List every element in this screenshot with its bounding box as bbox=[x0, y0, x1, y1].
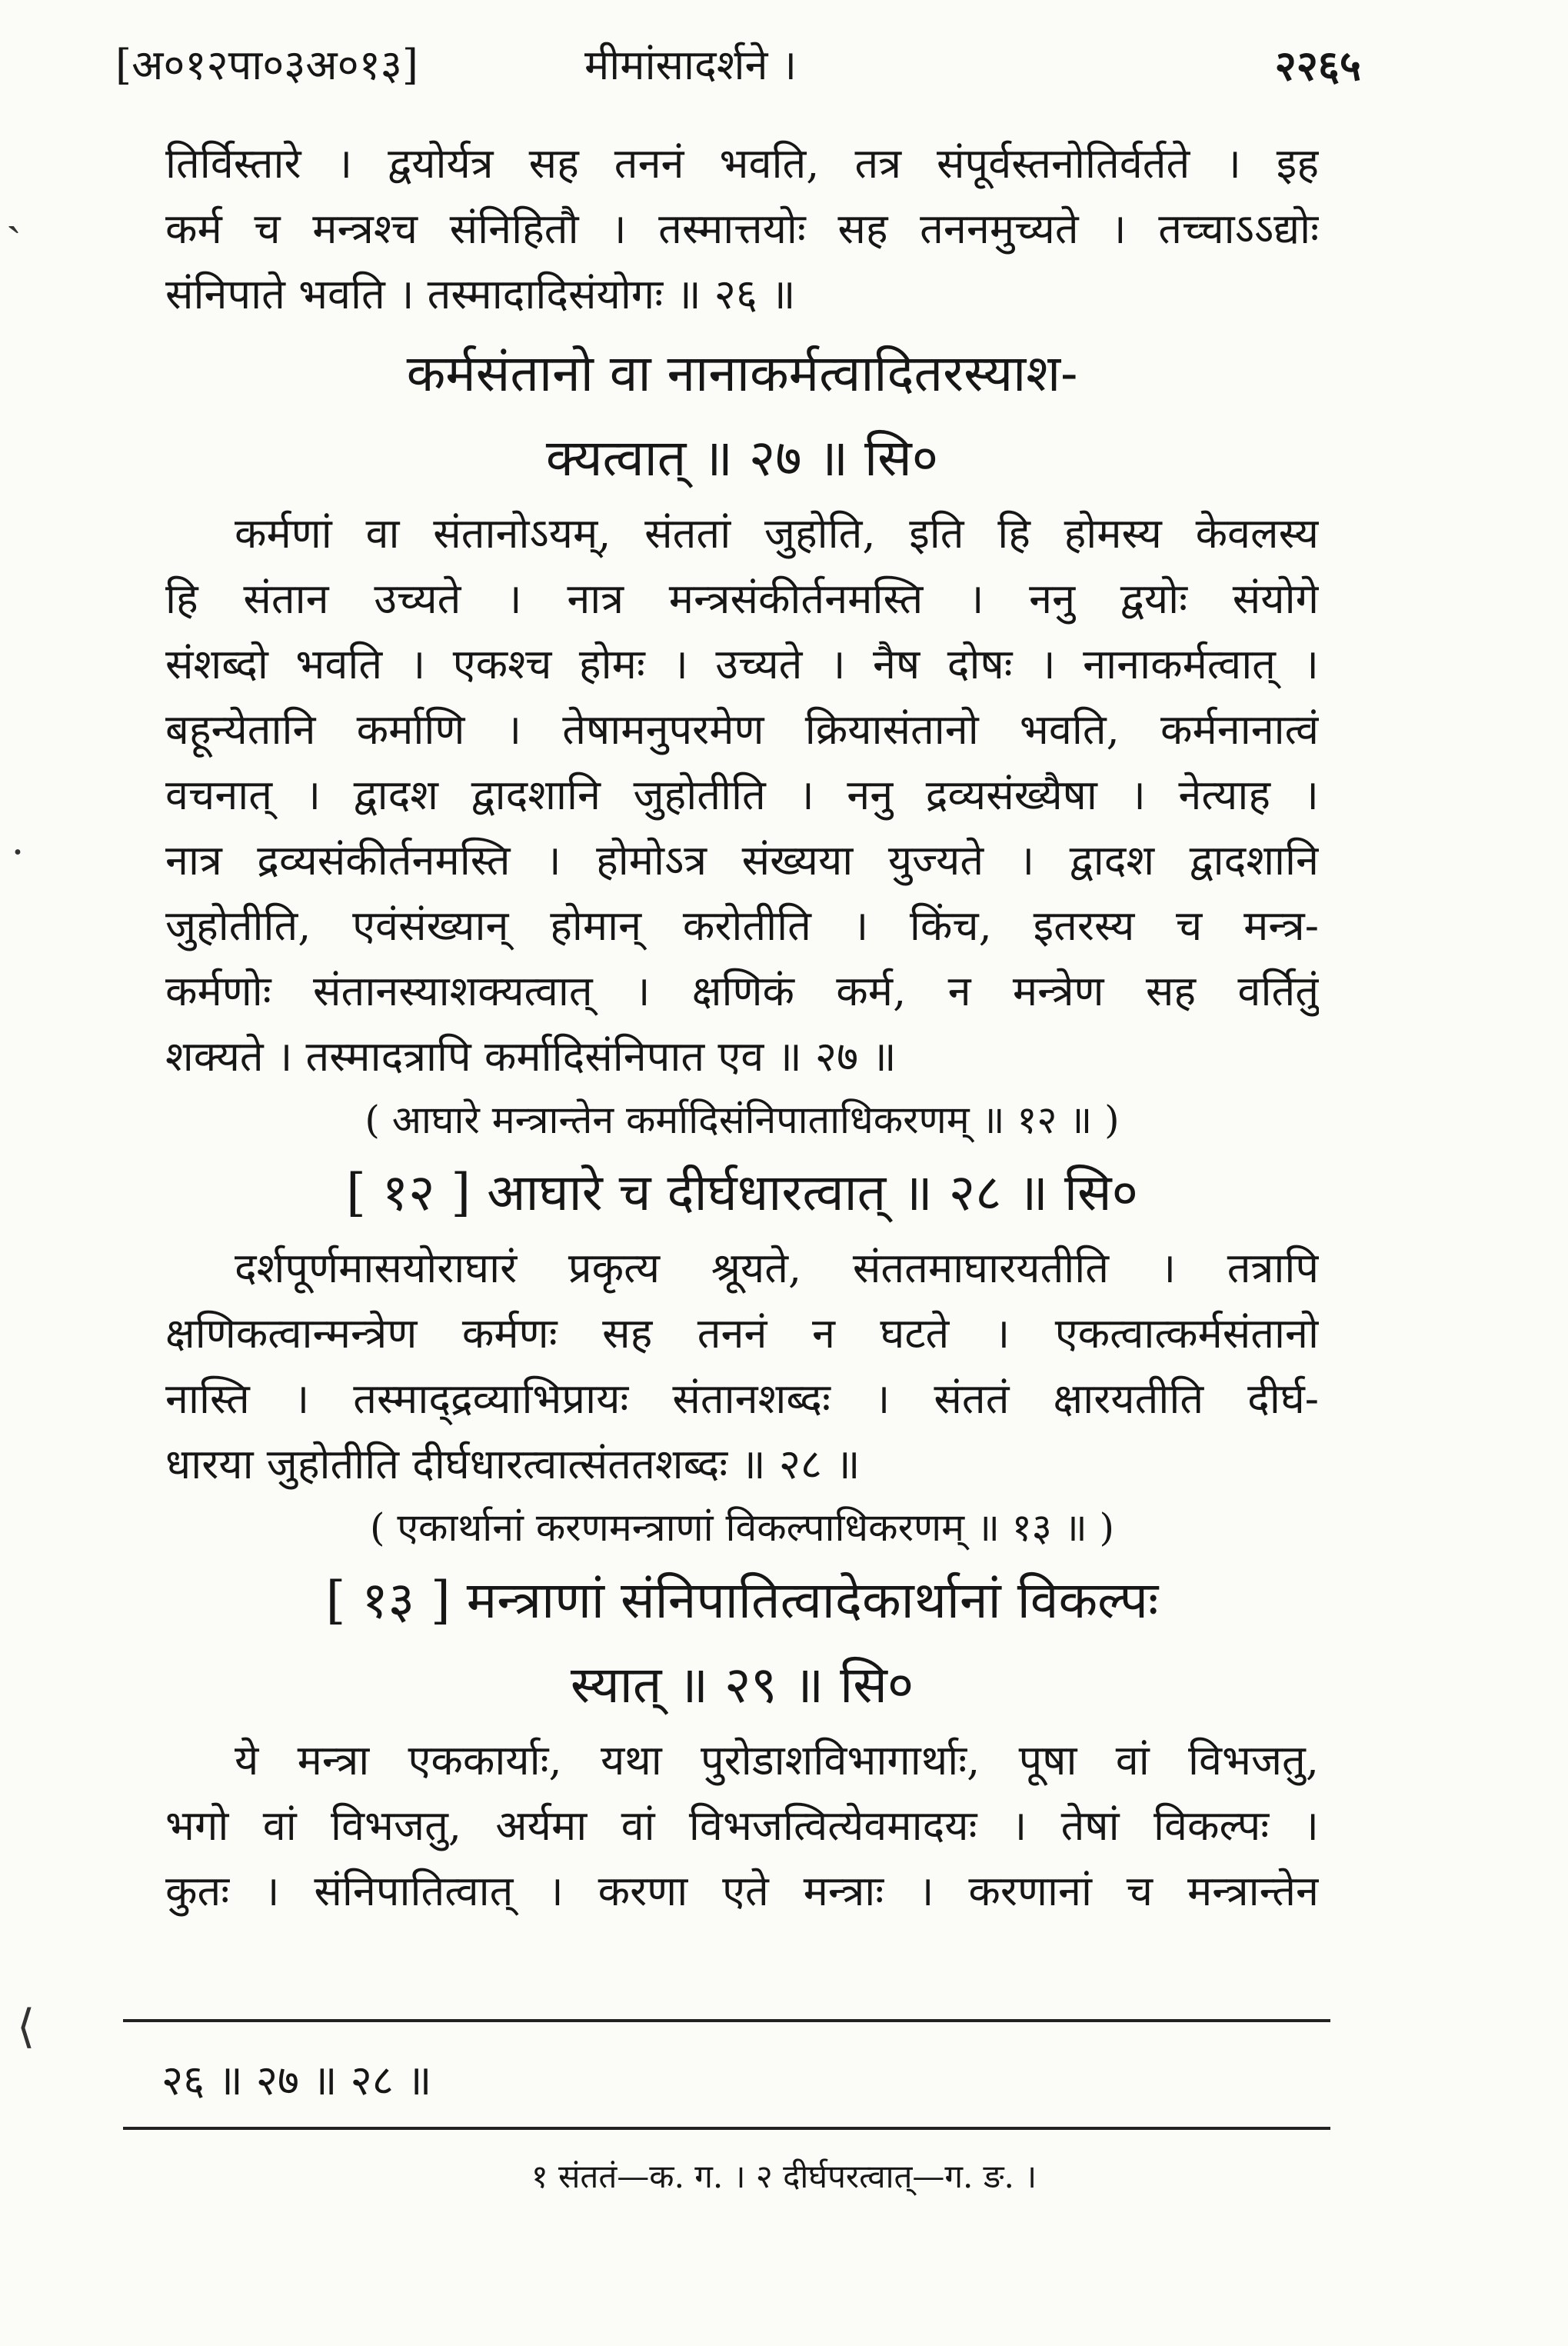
text-line: दर्शपूर्णमासयोराघारं प्रकृत्य श्रूयते, संततमाघारयतीति । तत्रापि bbox=[235, 1244, 1319, 1292]
margin-mark: ˏ bbox=[6, 181, 22, 235]
sutra-line: कर्मसंतानो वा नानाकर्मत्वादितरस्याश- bbox=[406, 344, 1078, 403]
text-line: कर्मणोः संतानस्याशक्यत्वात् । क्षणिकं कर्म, न मन्त्रेण सह वर्तितुं bbox=[165, 967, 1319, 1015]
text-line: शक्यते । तस्मादत्रापि कर्मादिसंनिपात एव ॥ २७ ॥ bbox=[165, 1032, 897, 1081]
text-line: संशब्दो भवति । एकश्च होमः । उच्यते । नैष दोषः । नानाकर्मत्वात् । bbox=[165, 640, 1319, 688]
section-reference: [अ०१२पा०३अ०१३] bbox=[115, 41, 418, 89]
paragraph bbox=[165, 131, 1319, 327]
margin-mark: ⟨ bbox=[17, 2000, 35, 2054]
footnote: १ संततं—क. ग. । २ दीर्घपरत्वात्—ग. ङ. । bbox=[531, 2158, 1037, 2195]
text-line: कर्म च मन्त्रश्च संनिहितौ । तस्मात्तयोः सह तननमुच्यते । तच्चाऽऽद्योः bbox=[165, 205, 1319, 253]
text-line: नास्ति । तस्माद्द्रव्याभिप्रायः संतानशब्दः । संततं क्षारयतीति दीर्घ- bbox=[165, 1375, 1319, 1423]
text-line: हि संतान उच्यते । नात्र मन्त्रसंकीर्तनमस्ति । ननु द्वयोः संयोगे bbox=[165, 575, 1319, 623]
sutra-line: क्यत्वात् ॥ २७ ॥ सि० bbox=[545, 428, 939, 488]
adhikarana-title: ( एकार्थानां करणमन्त्राणां विकल्पाधिकरणम् ॥ १३ ॥ ) bbox=[369, 1505, 1115, 1550]
sutra-line: [ १३ ] मन्त्राणां संनिपातित्वादेकार्थानां विकल्पः bbox=[325, 1571, 1159, 1630]
text-line: कर्मणां वा संतानोऽयम्, संततां जुहोति, इति हि होमस्य केवलस्य bbox=[235, 509, 1319, 558]
text-line: तिर्विस्तारे । द्वयोर्यत्र सह तननं भवति, तत्र संपूर्वस्तनोतिर्वर्तते । इह bbox=[165, 139, 1319, 188]
text-line: संनिपाते भवति । तस्मादादिसंयोगः ॥ २६ ॥ bbox=[165, 270, 796, 318]
text-line: जुहोतीति, एवंसंख्यान् होमान् करोतीति । किंच, इतरस्य च मन्त्र- bbox=[165, 901, 1319, 950]
sutra-references: २६ ॥ २७ ॥ २८ ॥ bbox=[161, 2056, 432, 2104]
text-line: भगो वां विभजतु, अर्यमा वां विभजत्वित्येवमादयः । तेषां विकल्पः । bbox=[165, 1801, 1319, 1850]
margin-mark: ˙ bbox=[6, 842, 29, 896]
text-line: कुतः । संनिपातित्वात् । करणा एते मन्त्राः । करणानां च मन्त्रान्तेन bbox=[165, 1867, 1319, 1915]
main-text bbox=[165, 131, 1319, 1924]
paragraph bbox=[165, 1728, 1319, 1924]
text-line: नात्र द्रव्यसंकीर्तनमस्ति । होमोऽत्र संख्यया युज्यते । द्वादश द्वादशानि bbox=[165, 836, 1319, 885]
running-header bbox=[115, 31, 1361, 100]
divider bbox=[123, 2019, 1330, 2022]
running-title: मीमांसादर्शने । bbox=[584, 41, 797, 89]
sutra-heading: [ १२ ] आघारे च दीर्घधारत्वात् ॥ २८ ॥ सि० bbox=[346, 1163, 1138, 1222]
text-line: क्षणिकत्वान्मन्त्रेण कर्मणः सह तननं न घटते । एकत्वात्कर्मसंतानो bbox=[165, 1309, 1319, 1358]
divider bbox=[123, 2127, 1330, 2130]
paragraph bbox=[165, 501, 1319, 1089]
sutra-line: स्यात् ॥ २९ ॥ सि० bbox=[570, 1655, 914, 1715]
sutra-heading bbox=[165, 332, 1319, 501]
paragraph bbox=[165, 1235, 1319, 1497]
adhikarana-title: ( आघारे मन्त्रान्तेन कर्मादिसंनिपाताधिकरणम् ॥ १२ ॥ ) bbox=[365, 1098, 1120, 1142]
page-number: २२६५ bbox=[1274, 41, 1361, 90]
text-line: धारया जुहोतीति दीर्घधारत्वात्संततशब्दः ॥ २८ ॥ bbox=[165, 1440, 861, 1488]
text-line: वचनात् । द्वादश द्वादशानि जुहोतीति । ननु द्रव्यसंख्यैषा । नेत्याह । bbox=[165, 771, 1319, 819]
text-line: ये मन्त्रा एककार्याः, यथा पुरोडाशविभागार्थाः, पूषा वां विभजतु, bbox=[235, 1736, 1319, 1784]
sutra-heading bbox=[165, 1558, 1319, 1728]
text-line: बहून्येतानि कर्माणि । तेषामनुपरमेण क्रियासंतानो भवति, कर्मनानात्वं bbox=[165, 705, 1319, 754]
